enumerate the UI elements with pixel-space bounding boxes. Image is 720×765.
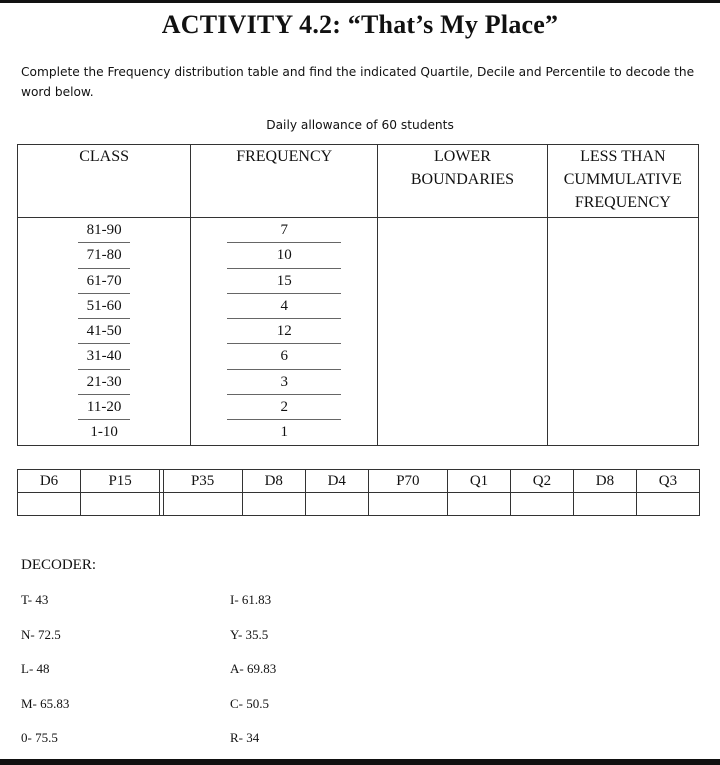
decoder-right-column bbox=[230, 590, 276, 763]
header-class: CLASS bbox=[18, 145, 191, 218]
frequency-cell: 12 bbox=[227, 319, 341, 344]
measure-answer-cell[interactable] bbox=[305, 493, 368, 516]
class-cell: 21-30 bbox=[78, 370, 130, 395]
measures-label-row bbox=[18, 470, 700, 493]
measure-answer-cell[interactable] bbox=[573, 493, 636, 516]
header-less-than-cf: LESS THAN CUMMULATIVE FREQUENCY bbox=[547, 145, 698, 218]
frequency-cell: 4 bbox=[227, 294, 341, 319]
activity-title: ACTIVITY 4.2: “That’s My Place” bbox=[161, 10, 559, 39]
class-cell: 71-80 bbox=[78, 243, 130, 268]
class-column bbox=[18, 218, 191, 446]
measure-label-cell: D8 bbox=[242, 470, 305, 493]
measure-label-cell: D8 bbox=[573, 470, 636, 493]
header-lower-boundaries: LOWER BOUNDARIES bbox=[378, 145, 548, 218]
measure-answer-cell[interactable] bbox=[448, 493, 511, 516]
frequency-distribution-table bbox=[17, 144, 699, 446]
decoder-entry: I- 61.83 bbox=[230, 592, 272, 607]
decoder-entry: Y- 35.5 bbox=[230, 626, 269, 642]
decoder-entry: N- 72.5 bbox=[21, 626, 61, 642]
decoder-title: DECODER: bbox=[21, 557, 96, 573]
measure-answer-cell[interactable] bbox=[18, 493, 81, 516]
measure-answer-cell[interactable] bbox=[242, 493, 305, 516]
class-cell: 31-40 bbox=[78, 344, 130, 369]
class-cell: 11-20 bbox=[78, 395, 130, 420]
frequency-cell: 1 bbox=[280, 424, 288, 441]
top-border bbox=[0, 0, 720, 3]
decoder-entry: L- 48 bbox=[21, 661, 50, 676]
measure-answer-cell[interactable] bbox=[80, 493, 159, 516]
measure-label-cell: D4 bbox=[305, 470, 368, 493]
measure-label-cell: D6 bbox=[18, 470, 81, 493]
less-than-cf-column[interactable] bbox=[547, 218, 698, 446]
frequency-cell: 7 bbox=[227, 218, 341, 243]
header-row bbox=[18, 145, 699, 218]
decoder-left-column bbox=[21, 590, 69, 763]
instructions-text: Complete the Frequency distribution table and find the indicated Quartile, Decile and Percentile to decode the word below. bbox=[21, 65, 695, 99]
measure-label-cell: Q3 bbox=[636, 470, 699, 493]
lower-boundaries-column[interactable] bbox=[378, 218, 548, 446]
decoder-entry: T- 43 bbox=[21, 592, 49, 607]
measure-answer-cell[interactable] bbox=[368, 493, 447, 516]
class-cell: 41-50 bbox=[78, 319, 130, 344]
measures-answer-row bbox=[18, 493, 700, 516]
decoder-entry: 0- 75.5 bbox=[21, 730, 58, 745]
measure-label-cell: P35 bbox=[163, 470, 242, 493]
decoder-entry: R- 34 bbox=[230, 730, 260, 745]
measure-label-cell: P15 bbox=[80, 470, 159, 493]
measure-label-cell: Q2 bbox=[510, 470, 573, 493]
header-frequency: FREQUENCY bbox=[191, 145, 378, 218]
measure-answer-cell[interactable] bbox=[163, 493, 242, 516]
frequency-cell: 3 bbox=[227, 370, 341, 395]
class-cell: 81-90 bbox=[78, 218, 130, 243]
frequency-cell: 15 bbox=[227, 269, 341, 294]
table-caption: Daily allowance of 60 students bbox=[266, 118, 454, 132]
measure-answer-cell[interactable] bbox=[636, 493, 699, 516]
body-row bbox=[18, 218, 699, 446]
bottom-border bbox=[0, 759, 720, 765]
class-cell: 51-60 bbox=[78, 294, 130, 319]
measure-label-cell: Q1 bbox=[448, 470, 511, 493]
class-cell: 1-10 bbox=[90, 424, 118, 441]
decoder-entry: C- 50.5 bbox=[230, 695, 269, 711]
frequency-column bbox=[191, 218, 378, 446]
frequency-cell: 6 bbox=[227, 344, 341, 369]
measure-label-cell: P70 bbox=[368, 470, 447, 493]
class-cell: 61-70 bbox=[78, 269, 130, 294]
measures-table bbox=[17, 469, 700, 516]
decoder-entry: M- 65.83 bbox=[21, 695, 70, 711]
frequency-cell: 2 bbox=[227, 395, 341, 420]
decoder-entry: A- 69.83 bbox=[230, 661, 277, 676]
frequency-cell: 10 bbox=[227, 243, 341, 268]
measure-answer-cell[interactable] bbox=[510, 493, 573, 516]
